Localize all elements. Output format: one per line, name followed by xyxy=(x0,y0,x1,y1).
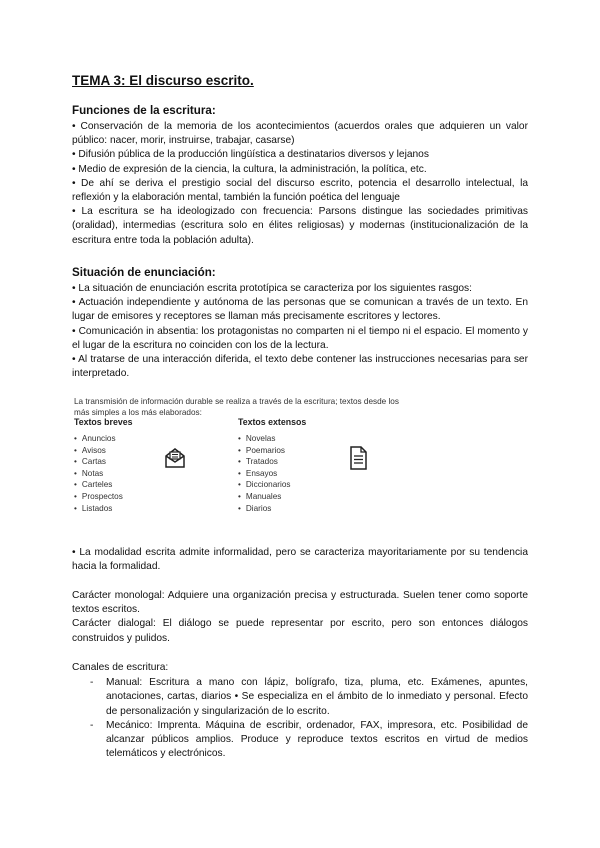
list-item: • Diarios xyxy=(238,503,306,515)
section-heading: Canales de escritura: xyxy=(72,662,169,673)
list-item: • Diccionarios xyxy=(238,479,306,491)
column-title: Textos extensos xyxy=(238,417,307,427)
paragraph: • Al tratarse de una interacción diferida, el texto debe contener las instrucciones necesarias para ser interpretado. xyxy=(72,354,528,380)
list-item: • Novelas xyxy=(238,433,306,445)
paragraph: • Actuación independiente y autónoma de las personas que se comunican a través de un texto. En lugar de emisores y receptores se llaman más precisamente escritores y lectores. xyxy=(72,297,528,323)
paragraph: Carácter dialogal: El diálogo se puede representar por escrito, pero son entonces diálogos construidos y pulidos. xyxy=(72,618,528,644)
paragraph: • Comunicación in absentia: los protagonistas no comparten ni el tiempo ni el espacio. El momento y el lugar de la escritura no coinciden con los de la lectura. xyxy=(72,325,528,351)
document-icon xyxy=(349,446,367,472)
list-item: - Manual: Escritura a mano con lápiz, bolígrafo, tiza, pluma, etc. Exámenes, apuntes, anotaciones, cartas, diarios • Se especializa en el ámbito de lo inmediato y personal. Efecto de personalización y singularización de lo escrito. xyxy=(90,677,528,717)
figure-caption: La transmisión de información durable se realiza a través de la escritura; textos desde los más simples a los más elaborados: xyxy=(74,397,399,417)
list-item: • Ensayos xyxy=(238,468,306,480)
section-funciones xyxy=(72,104,528,248)
envelope-icon xyxy=(164,447,186,471)
paragraph: Carácter monologal: Adquiere una organización precisa y estructurada. Suelen tener como soporte textos escritos. xyxy=(72,590,528,616)
page-title: TEMA 3: El discurso escrito. xyxy=(72,73,254,88)
long-texts-column xyxy=(238,417,306,514)
list-item: • Poemarios xyxy=(238,445,306,457)
list-item: • Prospectos xyxy=(74,491,133,503)
paragraph: • Conservación de la memoria de los acontecimientos (acuerdos orales que adquieren un valor público: nacer, morir, instruirse, trabajar, casarse) xyxy=(72,121,528,147)
paragraph: • La situación de enunciación escrita prototípica se caracteriza por los siguientes rasgos: xyxy=(72,283,472,294)
list-item: • Cartas xyxy=(74,456,133,468)
section-caracter xyxy=(72,589,528,646)
list-item: • Avisos xyxy=(74,445,133,457)
list-item: • Notas xyxy=(74,468,133,480)
section-situacion xyxy=(72,266,528,381)
list-item: - Mecánico: Imprenta. Máquina de escribir, ordenador, FAX, impresora, etc. Posibilidad de alcanzar públicos amplios. Produce y reproduce textos escritos en virtud de medios telemáticos y electrónicos. xyxy=(90,719,528,760)
section-canales xyxy=(72,661,528,761)
section-heading: Situación de enunciación: xyxy=(72,266,216,279)
paragraph: • La escritura se ha ideologizado con frecuencia: Parsons distingue las sociedades primitivas (oralidad), intermedias (escritura solo en élites religiosas) y modernas (institucionalización de la escritura entre toda la población adulta). xyxy=(72,206,528,246)
list-item: • Listados xyxy=(74,503,133,515)
short-texts-column xyxy=(74,417,133,514)
list-item: • Manuales xyxy=(238,491,306,503)
list-item-text: Manual: Escritura a mano con lápiz, bolígrafo, tiza, pluma, etc. Exámenes, apuntes, anotaciones, cartas, diarios • Se especializa en el ámbito de lo inmediato y personal. Efecto de personalización y singularización de lo escrito. xyxy=(106,677,528,717)
list-item-text: Mecánico: Imprenta. Máquina de escribir, ordenador, FAX, impresora, etc. Posibilidad de alcanzar públicos amplios. Produce y reproduce textos escritos en virtud de medios telemáticos y electrónicos. xyxy=(106,719,528,760)
list-item: • Tratados xyxy=(238,456,306,468)
section-heading: Funciones de la escritura: xyxy=(72,104,216,117)
text-types-figure xyxy=(74,397,530,543)
list-item: • Anuncios xyxy=(74,433,133,445)
column-title: Textos breves xyxy=(74,417,133,427)
list-item: • Carteles xyxy=(74,479,133,491)
paragraph: • De ahí se deriva el prestigio social del discurso escrito, potencia el desarrollo intelectual, la reflexión y la elaboración mental, también la función poética del lenguaje xyxy=(72,177,528,204)
section-modalidad xyxy=(72,546,528,574)
paragraph: • Difusión pública de la producción lingüística a destinatarios diversos y lejanos xyxy=(72,149,429,161)
paragraph: • La modalidad escrita admite informalidad, pero se caracteriza mayoritariamente por su tendencia hacia la formalidad. xyxy=(72,547,528,573)
paragraph: • Medio de expresión de la ciencia, la cultura, la administración, la política, etc. xyxy=(72,163,427,175)
